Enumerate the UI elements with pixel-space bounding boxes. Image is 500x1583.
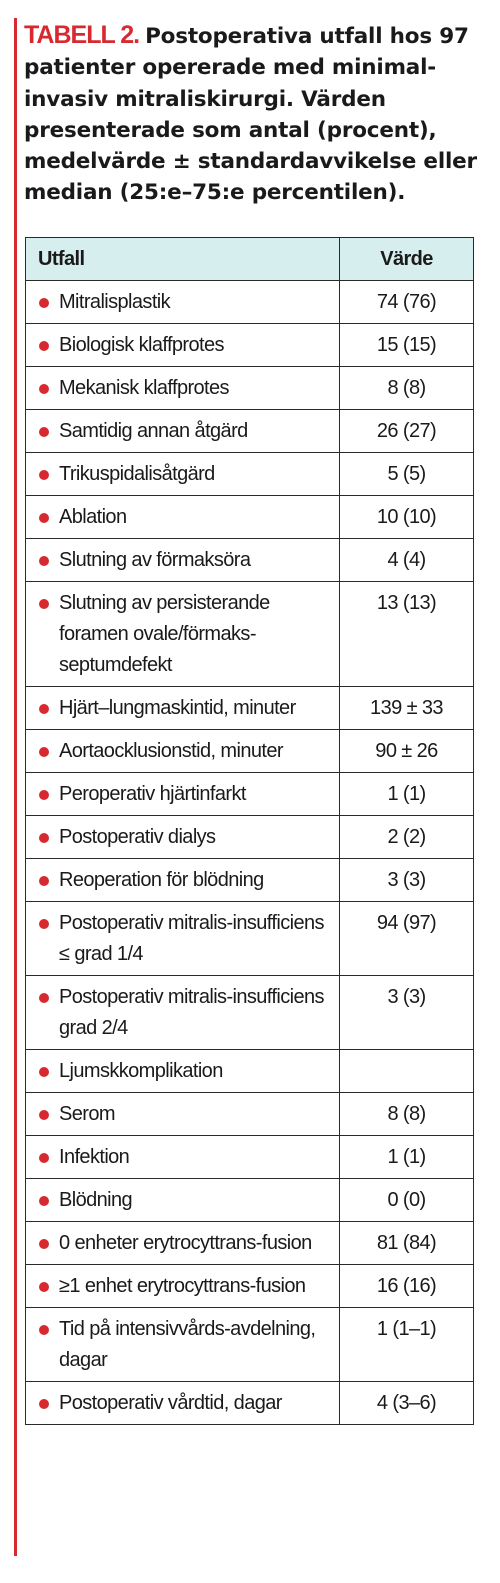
outcome-cell — [26, 1308, 340, 1382]
value-cell: 8 (8) — [340, 367, 474, 410]
bullet-icon — [39, 1325, 49, 1335]
outcome-text: Peroperativ hjärtinfarkt — [59, 783, 246, 805]
value-cell: 94 (97) — [340, 902, 474, 976]
outcome-cell — [26, 1136, 340, 1179]
outcome-cell — [26, 1265, 340, 1308]
bullet-icon — [39, 341, 49, 351]
table-row — [26, 1308, 474, 1382]
value-cell: 1 (1–1) — [340, 1308, 474, 1382]
bullet-icon — [39, 1282, 49, 1292]
value-cell: 90 ± 26 — [340, 730, 474, 773]
bullet-icon — [39, 876, 49, 886]
bullet-icon — [39, 427, 49, 437]
outcome-text: 0 enheter erytrocyttrans-fusion — [59, 1232, 312, 1254]
outcome-cell — [26, 453, 340, 496]
outcome-cell — [26, 324, 340, 367]
value-cell: 10 (10) — [340, 496, 474, 539]
outcome-text: Aortaocklusionstid, minuter — [59, 740, 283, 762]
value-cell: 16 (16) — [340, 1265, 474, 1308]
outcome-cell — [26, 976, 340, 1050]
value-cell: 3 (3) — [340, 859, 474, 902]
bullet-icon — [39, 1239, 49, 1249]
value-cell: 4 (3–6) — [340, 1382, 474, 1425]
table-row — [26, 1265, 474, 1308]
outcome-text: Mitralisplastik — [59, 291, 171, 313]
bullet-icon — [39, 298, 49, 308]
table-row — [26, 687, 474, 730]
header-value: Värde — [340, 238, 474, 281]
table-header-row — [26, 238, 474, 281]
value-cell: 5 (5) — [340, 453, 474, 496]
outcome-cell — [26, 367, 340, 410]
table-row — [26, 1179, 474, 1222]
outcome-cell — [26, 687, 340, 730]
table-row — [26, 730, 474, 773]
outcome-text: Ablation — [59, 506, 127, 528]
outcomes-table — [25, 237, 474, 1425]
outcome-text: Biologisk klaffprotes — [59, 334, 224, 356]
value-cell: 13 (13) — [340, 582, 474, 687]
bullet-icon — [39, 1196, 49, 1206]
outcome-text: Blödning — [59, 1189, 133, 1211]
table-row — [26, 1093, 474, 1136]
outcome-cell — [26, 582, 340, 687]
outcome-cell — [26, 773, 340, 816]
outcome-text: Postoperativ mitralis-insufficiens grad 2/4 — [59, 986, 324, 1039]
outcome-text: Postoperativ dialys — [59, 826, 216, 848]
outcome-text: Ljumskkomplikation — [59, 1060, 223, 1082]
outcome-text: Samtidig annan åtgärd — [59, 420, 248, 442]
table-row — [26, 410, 474, 453]
table-row — [26, 773, 474, 816]
bullet-icon — [39, 704, 49, 714]
table-row — [26, 816, 474, 859]
table-row — [26, 1382, 474, 1425]
table-row — [26, 324, 474, 367]
outcome-cell — [26, 859, 340, 902]
outcome-text: Mekanisk klaffprotes — [59, 377, 229, 399]
outcome-cell — [26, 1050, 340, 1093]
table-row — [26, 496, 474, 539]
bullet-icon — [39, 470, 49, 480]
table-label: TABELL 2. — [24, 21, 140, 49]
outcome-cell — [26, 281, 340, 324]
bullet-icon — [39, 1153, 49, 1163]
outcome-cell — [26, 539, 340, 582]
outcome-text: Tid på intensivvårds-avdelning, dagar — [59, 1318, 316, 1371]
outcome-text: Slutning av förmaksöra — [59, 549, 251, 571]
table-row — [26, 539, 474, 582]
table-row — [26, 976, 474, 1050]
outcome-cell — [26, 1382, 340, 1425]
bullet-icon — [39, 747, 49, 757]
value-cell: 139 ± 33 — [340, 687, 474, 730]
table-row — [26, 859, 474, 902]
outcome-text: Slutning av persisterande foramen ovale/förmaks-septumdefekt — [59, 592, 270, 676]
table-body — [26, 281, 474, 1425]
outcome-cell — [26, 1093, 340, 1136]
table-row — [26, 367, 474, 410]
value-cell: 1 (1) — [340, 773, 474, 816]
value-cell: 1 (1) — [340, 1136, 474, 1179]
bullet-icon — [39, 1067, 49, 1077]
outcome-text: Postoperativ mitralis-insufficiens ≤ grad 1/4 — [59, 912, 324, 965]
outcome-text: Hjärt–lungmaskintid, minuter — [59, 697, 296, 719]
outcome-cell — [26, 902, 340, 976]
value-cell: 0 (0) — [340, 1179, 474, 1222]
outcome-text: ≥1 enhet erytrocyttrans-fusion — [59, 1275, 306, 1297]
table-row — [26, 1222, 474, 1265]
outcome-text: Serom — [59, 1103, 115, 1125]
outcome-text: Reoperation för blödning — [59, 869, 264, 891]
outcome-cell — [26, 1222, 340, 1265]
bullet-icon — [39, 599, 49, 609]
table-row — [26, 281, 474, 324]
bullet-icon — [39, 1110, 49, 1120]
table-row — [26, 582, 474, 687]
value-cell — [340, 1050, 474, 1093]
accent-rule — [14, 18, 17, 1556]
value-cell: 81 (84) — [340, 1222, 474, 1265]
bullet-icon — [39, 1399, 49, 1409]
bullet-icon — [39, 384, 49, 394]
outcome-text: Postoperativ vårdtid, dagar — [59, 1392, 282, 1414]
outcome-cell — [26, 1179, 340, 1222]
caption-text: Postoperativa utfall hos 97 patienter opererade med minimal-invasiv mitraliskirurgi. Värden presenterade som antal (procent), medelvärde ± standardavvikelse eller median (25:e–75:e percentilen). — [24, 24, 477, 206]
outcome-cell — [26, 730, 340, 773]
bullet-icon — [39, 833, 49, 843]
outcome-cell — [26, 410, 340, 453]
table-row — [26, 1050, 474, 1093]
outcome-text: Trikuspidalisåtgärd — [59, 463, 215, 485]
outcome-cell — [26, 496, 340, 539]
bullet-icon — [39, 993, 49, 1003]
header-outcome: Utfall — [26, 238, 340, 281]
table-row — [26, 902, 474, 976]
bullet-icon — [39, 513, 49, 523]
bullet-icon — [39, 556, 49, 566]
value-cell: 15 (15) — [340, 324, 474, 367]
value-cell: 74 (76) — [340, 281, 474, 324]
bullet-icon — [39, 919, 49, 929]
value-cell: 26 (27) — [340, 410, 474, 453]
table-row — [26, 453, 474, 496]
table-caption — [24, 20, 484, 209]
value-cell: 3 (3) — [340, 976, 474, 1050]
outcome-text: Infektion — [59, 1146, 130, 1168]
value-cell: 4 (4) — [340, 539, 474, 582]
bullet-icon — [39, 790, 49, 800]
value-cell: 8 (8) — [340, 1093, 474, 1136]
outcome-cell — [26, 816, 340, 859]
value-cell: 2 (2) — [340, 816, 474, 859]
table-row — [26, 1136, 474, 1179]
